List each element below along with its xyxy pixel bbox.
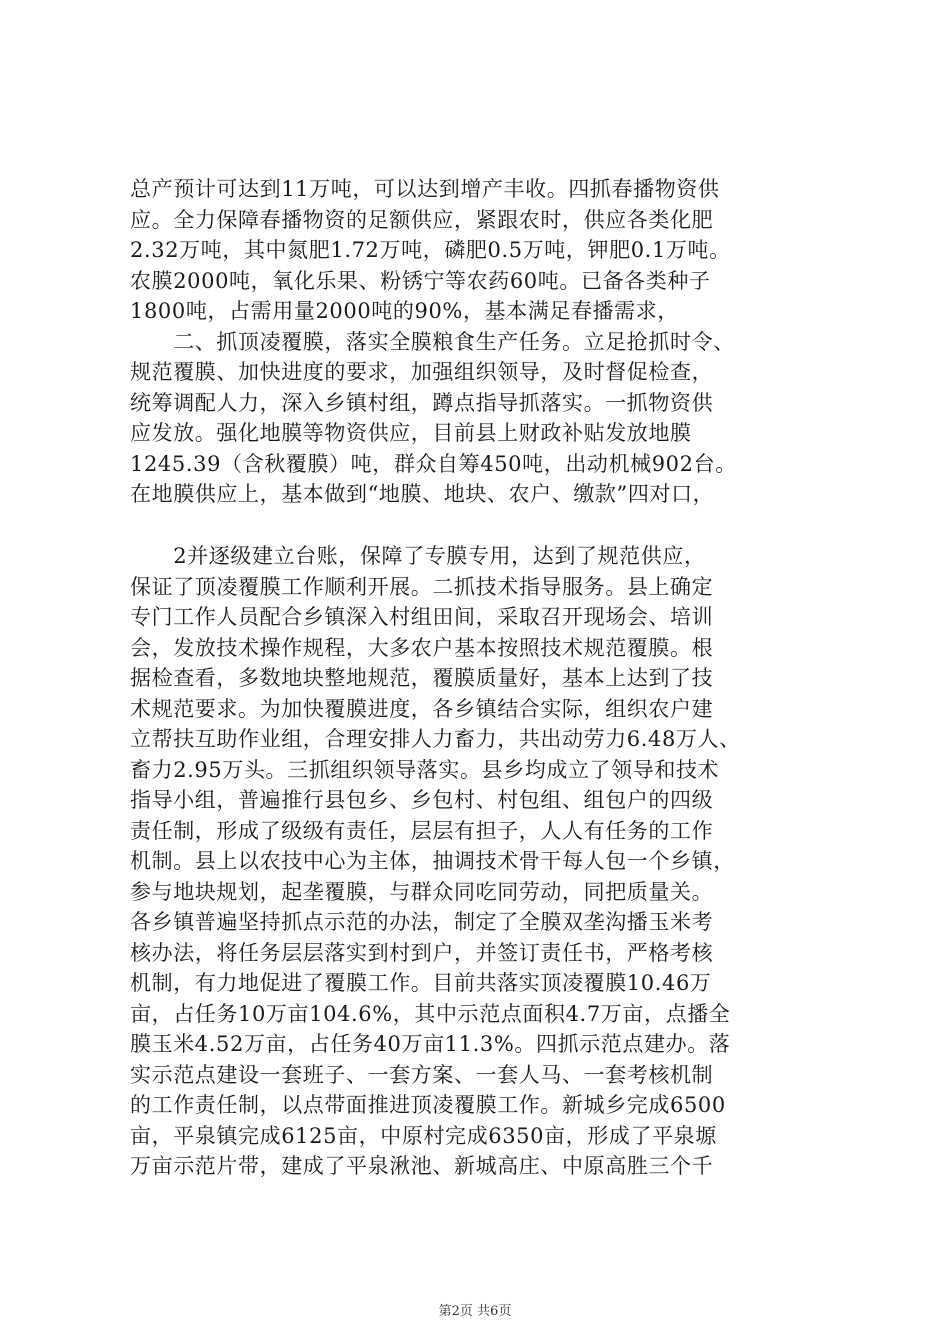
text-line: 万亩示范片带，建成了平泉湫池、新城高庄、中原高胜三个千 [130,1154,714,1178]
paragraph-block-1 [130,174,830,510]
text-line: 参与地块规划，起垄覆膜，与群众同吃同劳动，同把质量关。 [130,879,714,904]
text-line: 责任制，形成了级级有责任，层层有担子，人人有任务的工作 [130,818,714,843]
page-footer: 第2页 共6页 [438,1304,512,1319]
text-line: 机制，有力地促进了覆膜工作。目前共落实顶凌覆膜10.46万 [130,971,712,995]
text-line: 1245.39（含秋覆膜）吨，群众自筹450吨，出动机械902台。 [130,451,737,476]
text-line: 会，发放技术操作规程，大多农户基本按照技术规范覆膜。根 [130,635,714,660]
text-line: 保证了顶凌覆膜工作顺利开展。二抓技术指导服务。县上确定 [130,574,714,599]
text-line: 应发放。强化地膜等物资供应，目前县上财政补贴发放地膜 [130,421,692,445]
text-line: 农膜2000吨，氧化乐果、粉锈宁等农药60吨。已备各类种子 [130,268,711,293]
text-line: 规范覆膜、加快进度的要求，加强组织领导，及时督促检查， [130,360,714,384]
text-line: 亩，平泉镇完成6125亩，中原村完成6350亩，形成了平泉塬 [130,1123,717,1148]
text-line: 2并逐级建立台账，保障了专膜专用，达到了规范供应， [130,544,706,568]
text-line: 核办法，将任务层层落实到村到户，并签订责任书，严格考核 [130,940,714,965]
text-line: 立帮扶互助作业组，合理安排人力畜力，共出动劳力6.48万人、 [130,727,741,751]
text-line: 机制。县上以农技中心为主体，抽调技术骨干每人包一个乡镇， [130,849,735,873]
text-line: 的工作责任制，以点带面推进顶凌覆膜工作。新城乡完成6500 [130,1093,726,1117]
text-line: 各乡镇普遍坚持抓点示范的办法，制定了全膜双垄沟播玉米考 [130,910,714,934]
text-line: 二、抓顶凌覆膜，落实全膜粮食生产任务。立足抢抓时令、 [130,329,735,354]
paragraph-block-2 [130,541,830,1182]
text-line: 2.32万吨，其中氮肥1.72万吨，磷肥0.5万吨，钾肥0.1万吨。 [130,238,731,262]
text-line: 膜玉米4.52万亩，占任务40万亩11.3%。四抓示范点建办。落 [130,1032,731,1056]
text-line: 应。全力保障春播物资的足额供应，紧跟农时，供应各类化肥 [130,207,714,232]
text-line: 亩，占任务10万亩104.6%，其中示范点面积4.7万亩，点播全 [130,1001,731,1026]
text-line: 实示范点建设一套班子、一套方案、一套人马、一套考核机制 [130,1062,714,1087]
text-line: 1800吨，占需用量2000吨的90%，基本满足春播需求， [130,299,679,323]
text-line: 在地膜供应上，基本做到“地膜、地块、农户、缴款”四对口， [130,482,715,506]
text-line: 总产预计可达到11万吨，可以达到增产丰收。四抓春播物资供 [130,177,720,201]
text-line: 畜力2.95万头。三抓组织领导落实。县乡均成立了领导和技术 [130,757,720,782]
text-line: 统筹调配人力，深入乡镇村组，蹲点指导抓落实。一抓物资供 [130,390,714,415]
text-line: 指导小组，普遍推行县包乡、乡包村、村包组、组包户的四级 [130,788,714,812]
text-line: 专门工作人员配合乡镇深入村组田间，采取召开现场会、培训 [130,605,714,629]
text-line: 术规范要求。为加快覆膜进度，各乡镇结合实际，组织农户建 [130,696,714,721]
text-line: 据检查看，多数地块整地规范，覆膜质量好，基本上达到了技 [130,666,714,690]
